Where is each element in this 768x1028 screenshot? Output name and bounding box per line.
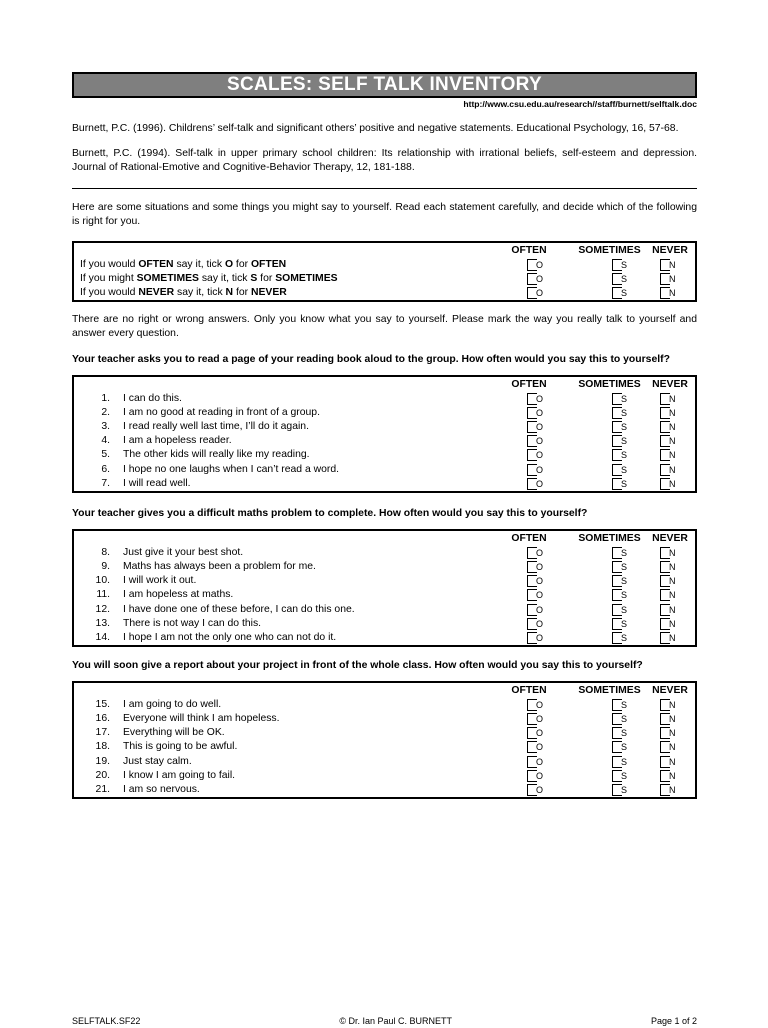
sometimes-letter: S [621,407,628,418]
statement-row-often-cell [482,712,572,726]
statement-row-never-cell [647,560,693,574]
header-often: OFTEN [511,532,547,544]
often-letter: O [536,478,544,489]
header-sometimes: SOMETIMES [578,244,641,256]
statement-row-often-cell [482,546,572,560]
statement-text: The other kids will really like my reading. [123,449,310,461]
divider [72,188,697,189]
often-letter: O [536,590,544,601]
statement-number: 6. [101,463,110,475]
header-sometimes: SOMETIMES [578,684,641,696]
statement-row-never-cell [647,617,693,631]
question-table [72,375,697,493]
statement-row-sometimes-cell [572,740,647,754]
statement-row-often-cell [482,698,572,712]
often-letter: O [536,785,544,796]
statement-row-often-cell [482,755,572,769]
sometimes-letter: S [621,785,628,796]
sometimes-letter: S [621,632,628,643]
sometimes-letter: S [621,770,628,781]
instruction-row-sometimes-cell [572,258,647,272]
no-right-wrong-text: There are no right or wrong answers. Only you know what you say to yourself. Please mark the way you really talk to yourself and answer every question. [72,314,697,339]
statement-row-never-cell [647,769,693,783]
instruction-text: If you might [80,272,137,284]
statement-row-never-cell [647,434,693,448]
page-footer [72,1016,697,1028]
statement-text: This is going to be awful. [123,741,238,753]
never-letter: N [669,756,676,767]
statement-number: 13. [95,617,110,629]
statement-label [74,560,482,574]
header-spacer [74,244,482,258]
sometimes-letter: S [621,618,628,629]
header-sometimes: SOMETIMES [578,378,641,390]
statement-row-often-cell [482,420,572,434]
statement-label [74,755,482,769]
statement-row-often-cell [482,726,572,740]
header-never: NEVER [652,378,688,390]
instruction-frequency: SOMETIMES [275,272,338,284]
never-letter: N [669,273,676,284]
page-title: SCALES: SELF TALK INVENTORY [72,72,697,98]
header-often: OFTEN [511,244,547,256]
often-letter: O [536,450,544,461]
statement-row-often-cell [482,448,572,462]
statement-label [74,574,482,588]
instruction-text: for [257,272,276,284]
statement-row-never-cell [647,698,693,712]
often-letter: O [536,287,544,298]
never-letter: N [669,259,676,270]
statement-label [74,769,482,783]
instruction-row-often-cell [482,286,572,300]
sometimes-letter: S [621,421,628,432]
statement-label [74,434,482,448]
instruction-frequency: NEVER [250,286,287,298]
statement-label [74,698,482,712]
statement-text: I hope no one laughs when I can’t read a word. [123,463,340,475]
instruction-row-sometimes-cell [572,272,647,286]
statement-text: Just stay calm. [123,755,192,767]
statement-row-sometimes-cell [572,617,647,631]
instruction-text: If you would [80,258,139,270]
sometimes-letter: S [621,287,628,298]
header-spacer [74,532,482,546]
statement-label [74,588,482,602]
statement-text: Everything will be OK. [123,727,225,739]
statement-number: 20. [95,769,110,781]
statement-text: I am going to do well. [123,698,222,710]
statement-label [74,631,482,645]
often-letter: O [536,464,544,475]
instruction-text: If you would [80,286,139,298]
statement-row-often-cell [482,406,572,420]
never-letter: N [669,421,676,432]
statement-row-never-cell [647,448,693,462]
instruction-frequency: OFTEN [138,258,174,270]
statement-row-sometimes-cell [572,406,647,420]
instruction-text: say it, tick [174,286,226,298]
statement-number: 1. [101,392,110,404]
statement-row-sometimes-cell [572,420,647,434]
statement-text: I am no good at reading in front of a group. [123,406,320,418]
statement-row-sometimes-cell [572,434,647,448]
sometimes-letter: S [621,699,628,710]
often-letter: O [536,604,544,615]
statement-row-sometimes-cell [572,631,647,645]
instruction-row-label [74,286,482,300]
often-letter: O [536,756,544,767]
statement-number: 12. [95,603,110,615]
statement-row-never-cell [647,546,693,560]
statement-row-often-cell [482,434,572,448]
question-table [72,681,697,799]
footer-center: © Dr. Ian Paul C. BURNETT [339,1016,452,1026]
statement-number: 8. [101,546,110,558]
statement-number: 18. [95,741,110,753]
statement-label [74,546,482,560]
statement-text: Just give it your best shot. [123,546,244,558]
statement-label [74,477,482,491]
never-letter: N [669,464,676,475]
statement-row-often-cell [482,617,572,631]
statement-label [74,726,482,740]
instruction-row-label [74,272,482,286]
statement-row-sometimes-cell [572,560,647,574]
statement-row-often-cell [482,769,572,783]
statement-label [74,420,482,434]
statement-row-sometimes-cell [572,712,647,726]
header-never: NEVER [652,684,688,696]
statement-text: I hope I am not the only one who can not do it. [123,631,337,643]
statement-row-often-cell [482,560,572,574]
often-letter: O [536,618,544,629]
instruction-row-often-cell [482,258,572,272]
statement-text: I read really well last time, I’ll do it again. [123,420,309,432]
inventory-page [72,72,697,799]
statement-number: 17. [95,727,110,739]
never-letter: N [669,714,676,725]
instruction-frequency: OFTEN [250,258,287,270]
sometimes-letter: S [621,450,628,461]
instruction-letter: O [224,258,234,270]
section-question: Your teacher gives you a difficult maths problem to complete. How often would you say this to yourself? [72,507,588,519]
statement-row-never-cell [647,406,693,420]
statement-row-never-cell [647,783,693,797]
never-letter: N [669,393,676,404]
sometimes-letter: S [621,561,628,572]
statement-row-sometimes-cell [572,755,647,769]
statement-number: 10. [95,575,110,587]
statement-text: Everyone will think I am hopeless. [123,713,280,725]
statement-row-never-cell [647,477,693,491]
often-letter: O [536,742,544,753]
sometimes-letter: S [621,259,628,270]
statement-number: 11. [96,589,110,601]
footer-right: Page 1 of 2 [650,1016,697,1026]
never-letter: N [669,436,676,447]
statement-row-sometimes-cell [572,392,647,406]
statement-text: There is not way I can do this. [123,617,262,629]
statement-row-sometimes-cell [572,477,647,491]
header-never: NEVER [652,532,688,544]
statement-number: 19. [95,755,110,767]
never-letter: N [669,728,676,739]
statement-row-sometimes-cell [572,698,647,712]
sometimes-letter: S [621,728,628,739]
instruction-row-never-cell [647,272,693,286]
often-letter: O [536,632,544,643]
statement-row-often-cell [482,463,572,477]
never-letter: N [669,561,676,572]
often-letter: O [536,547,544,558]
never-letter: N [669,618,676,629]
instruction-letter: N [225,286,234,298]
statement-row-often-cell [482,392,572,406]
sections-container [72,353,697,799]
statement-label [74,392,482,406]
statement-number: 2. [101,406,110,418]
instruction-text: say it, tick [173,258,225,270]
never-letter: N [669,770,676,781]
statement-row-never-cell [647,712,693,726]
often-letter: O [536,770,544,781]
statement-number: 4. [101,435,110,447]
instruction-text: for [233,286,251,298]
statement-row-often-cell [482,477,572,491]
sometimes-letter: S [621,714,628,725]
statement-text: I have done one of these before, I can do this one. [123,603,355,615]
sometimes-letter: S [621,742,628,753]
statement-label [74,448,482,462]
statement-number: 14. [95,631,110,643]
statement-text: I will read well. [123,477,191,489]
statement-row-sometimes-cell [572,448,647,462]
statement-text: I am so nervous. [123,784,200,796]
statement-label [74,617,482,631]
statement-row-never-cell [647,420,693,434]
statement-row-sometimes-cell [572,574,647,588]
header-never: NEVER [652,244,688,256]
statement-label [74,712,482,726]
statement-row-sometimes-cell [572,546,647,560]
section-question: Your teacher asks you to read a page of your reading book aloud to the group. How often would you say this to yourself? [72,353,670,365]
sometimes-letter: S [621,576,628,587]
often-letter: O [536,728,544,739]
often-letter: O [536,273,544,284]
statement-row-never-cell [647,463,693,477]
instruction-row-often-cell [482,272,572,286]
question-grid [74,684,695,797]
statement-row-sometimes-cell [572,588,647,602]
question-table [72,529,697,647]
sometimes-letter: S [621,590,628,601]
statement-label [74,783,482,797]
sometimes-letter: S [621,273,628,284]
reference-1996: Burnett, P.C. (1996). Childrens’ self-talk and significant others’ positive and negative statements. Educational Psychology, 16, 57-68. [72,123,679,135]
often-letter: O [536,393,544,404]
instruction-text: for [233,258,251,270]
instructions-box [72,241,697,303]
intro-text: Here are some situations and some things you might say to yourself. Read each statement carefully, and decide which of the following is right for you. [72,201,697,227]
statement-row-often-cell [482,588,572,602]
never-letter: N [669,590,676,601]
instruction-frequency: NEVER [138,286,175,298]
statement-text: I know I am going to fail. [123,769,236,781]
statement-number: 16. [95,713,110,725]
often-letter: O [536,407,544,418]
statement-row-sometimes-cell [572,463,647,477]
statement-row-often-cell [482,740,572,754]
never-letter: N [669,699,676,710]
instruction-row-never-cell [647,286,693,300]
statement-text: I can do this. [123,392,182,404]
header-spacer [74,684,482,698]
sometimes-letter: S [621,393,628,404]
often-letter: O [536,561,544,572]
header-sometimes: SOMETIMES [578,532,641,544]
statement-row-never-cell [647,755,693,769]
sometimes-letter: S [621,756,628,767]
statement-row-sometimes-cell [572,769,647,783]
instruction-row-label [74,258,482,272]
statement-number: 15. [95,698,110,710]
statement-row-never-cell [647,740,693,754]
often-letter: O [536,714,544,725]
sometimes-letter: S [621,436,628,447]
statement-number: 21. [95,784,110,796]
often-letter: O [536,576,544,587]
never-letter: N [669,604,676,615]
sometimes-letter: S [621,478,628,489]
statement-row-often-cell [482,783,572,797]
statement-row-sometimes-cell [572,783,647,797]
header-often: OFTEN [511,378,547,390]
statement-row-sometimes-cell [572,603,647,617]
statement-row-never-cell [647,603,693,617]
sometimes-letter: S [621,604,628,615]
instruction-letter: S [250,272,258,284]
statement-row-sometimes-cell [572,726,647,740]
statement-label [74,463,482,477]
instruction-row-sometimes-cell [572,286,647,300]
statement-text: Maths has always been a problem for me. [123,560,316,572]
statement-row-never-cell [647,588,693,602]
statement-label [74,406,482,420]
statement-row-often-cell [482,574,572,588]
instruction-text: say it, tick [198,272,251,284]
footer-left: SELFTALK.SF22 [72,1016,141,1026]
statement-label [74,740,482,754]
never-letter: N [669,287,676,298]
question-grid [74,378,695,491]
never-letter: N [669,742,676,753]
often-letter: O [536,436,544,447]
header-often: OFTEN [511,684,547,696]
statement-row-never-cell [647,392,693,406]
statement-row-often-cell [482,631,572,645]
header-spacer [74,378,482,392]
statement-number: 7. [101,477,110,489]
never-letter: N [669,407,676,418]
sometimes-letter: S [621,464,628,475]
often-letter: O [536,699,544,710]
instruction-frequency: SOMETIMES [136,272,199,284]
never-letter: N [669,450,676,461]
statement-number: 5. [101,449,110,461]
statement-number: 3. [101,420,110,432]
often-letter: O [536,259,544,270]
never-letter: N [669,547,676,558]
reference-1994: Burnett, P.C. (1994). Self-talk in upper primary school children: Its relationship with irrational beliefs, self-esteem and depression. Journal of Rational-Emotive and Cognitive-Behavior Therapy, 12, 181-188. [72,148,697,174]
sometimes-letter: S [621,547,628,558]
never-letter: N [669,785,676,796]
statement-row-often-cell [482,603,572,617]
never-letter: N [669,576,676,587]
statement-label [74,603,482,617]
statement-row-never-cell [647,631,693,645]
statement-text: I am a hopeless reader. [123,435,232,447]
statement-text: I am hopeless at maths. [123,589,234,601]
statement-row-never-cell [647,726,693,740]
question-grid [74,532,695,645]
statement-number: 9. [101,560,110,572]
statement-row-never-cell [647,574,693,588]
statement-text: I will work it out. [123,575,197,587]
often-letter: O [536,421,544,432]
instructions-grid [74,244,695,301]
never-letter: N [669,478,676,489]
section-question: You will soon give a report about your project in front of the whole class. How often would you say this to yourself? [72,660,643,672]
instruction-row-never-cell [647,258,693,272]
never-letter: N [669,632,676,643]
source-url[interactable]: http://www.csu.edu.au/research//staff/burnett/selftalk.doc [463,99,697,109]
